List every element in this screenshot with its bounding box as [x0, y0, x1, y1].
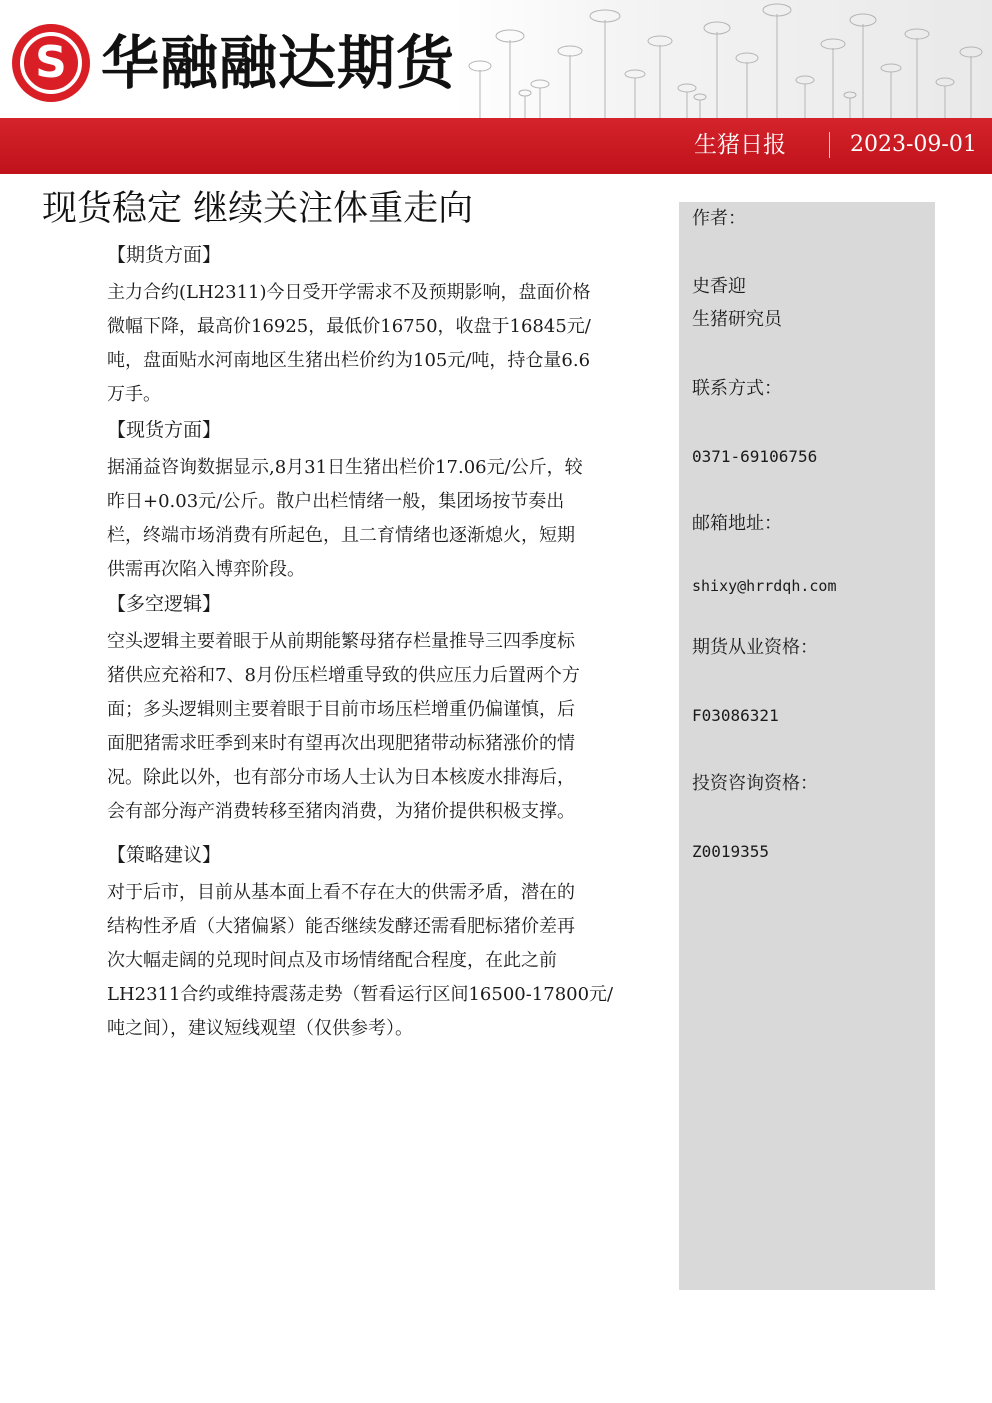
author-name: 史香迎: [692, 276, 746, 297]
paragraph-line: 万手。: [107, 384, 161, 405]
circles-decoration-icon: [455, 0, 992, 118]
paragraph-line: 面；多头逻辑则主要着眼于目前市场压栏增重仍偏谨慎，后: [107, 699, 575, 720]
page-title: 现货稳定 继续关注体重走向: [42, 189, 474, 229]
paragraph-line: 会有部分海产消费转移至猪肉消费，为猪价提供积极支撑。: [107, 801, 575, 822]
author-title: 生猪研究员: [692, 309, 782, 330]
section-paragraph-spot: [107, 451, 647, 587]
futures-qualification-label: 期货从业资格：: [692, 637, 818, 658]
section-paragraph-futures: [107, 276, 647, 412]
section-heading-logic: 【多空逻辑】: [107, 593, 222, 615]
paragraph-line: 空头逻辑主要着眼于从前期能繁母猪存栏量推导三四季度标: [107, 631, 575, 652]
paragraph-line: 主力合约(LH2311)今日受开学需求不及预期影响，盘面价格: [107, 282, 591, 303]
report-date: 2023-09-01: [850, 132, 977, 157]
contact-phone: 0371-69106756: [692, 447, 818, 466]
report-type: 生猪日报: [694, 132, 786, 158]
section-heading-strategy: 【策略建议】: [107, 844, 222, 866]
email-label: 邮箱地址：: [692, 513, 782, 534]
email-address[interactable]: shixy@hrrdqh.com: [692, 577, 837, 595]
author-label: 作者：: [692, 208, 746, 229]
paragraph-line: 对于后市，目前从基本面上看不存在大的供需矛盾，潜在的: [107, 882, 575, 903]
paragraph-line: LH2311合约或维持震荡走势（暂看运行区间16500-17800元/: [107, 984, 614, 1005]
huarong-logo-icon: S: [12, 24, 90, 102]
paragraph-line: 吨，盘面贴水河南地区生猪出栏价约为105元/吨，持仓量6.6: [107, 350, 591, 371]
report-header: [0, 0, 992, 174]
section-paragraph-logic: [107, 625, 647, 829]
contact-label: 联系方式：: [692, 378, 782, 399]
paragraph-line: 猪供应充裕和7、8月份压栏增重导致的供应压力后置两个方: [107, 665, 580, 686]
brand-name: 华融融达期货: [101, 29, 456, 97]
investment-qualification-number: Z0019355: [692, 842, 770, 861]
paragraph-line: 据涌益咨询数据显示,8月31日生猪出栏价17.06元/公斤，较: [107, 457, 583, 478]
section-heading-spot: 【现货方面】: [107, 419, 222, 441]
investment-qualification-label: 投资咨询资格：: [692, 773, 818, 794]
paragraph-line: 况。除此以外，也有部分市场人士认为日本核废水排海后，: [107, 767, 575, 788]
paragraph-line: 面肥猪需求旺季到来时有望再次出现肥猪带动标猪涨价的情: [107, 733, 575, 754]
report-info-bar: [0, 118, 992, 174]
paragraph-line: 吨之间），建议短线观望（仅供参考）。: [107, 1018, 413, 1039]
section-paragraph-strategy: [107, 876, 647, 1046]
section-heading-futures: 【期货方面】: [107, 244, 222, 266]
paragraph-line: 次大幅走阔的兑现时间点及市场情绪配合程度，在此之前: [107, 950, 557, 971]
paragraph-line: 昨日+0.03元/公斤。散户出栏情绪一般，集团场按节奏出: [107, 491, 565, 512]
paragraph-line: 结构性矛盾（大猪偏紧）能否继续发酵还需看肥标猪价差再: [107, 916, 575, 937]
paragraph-line: 微幅下降，最高价16925，最低价16750，收盘于16845元/: [107, 316, 591, 337]
futures-qualification-number: F03086321: [692, 706, 779, 725]
paragraph-line: 栏，终端市场消费有所起色，且二育情绪也逐渐熄火，短期: [107, 525, 575, 546]
author-sidebar: [679, 202, 935, 1290]
paragraph-line: 供需再次陷入博弈阶段。: [107, 559, 305, 580]
divider: [829, 132, 830, 158]
